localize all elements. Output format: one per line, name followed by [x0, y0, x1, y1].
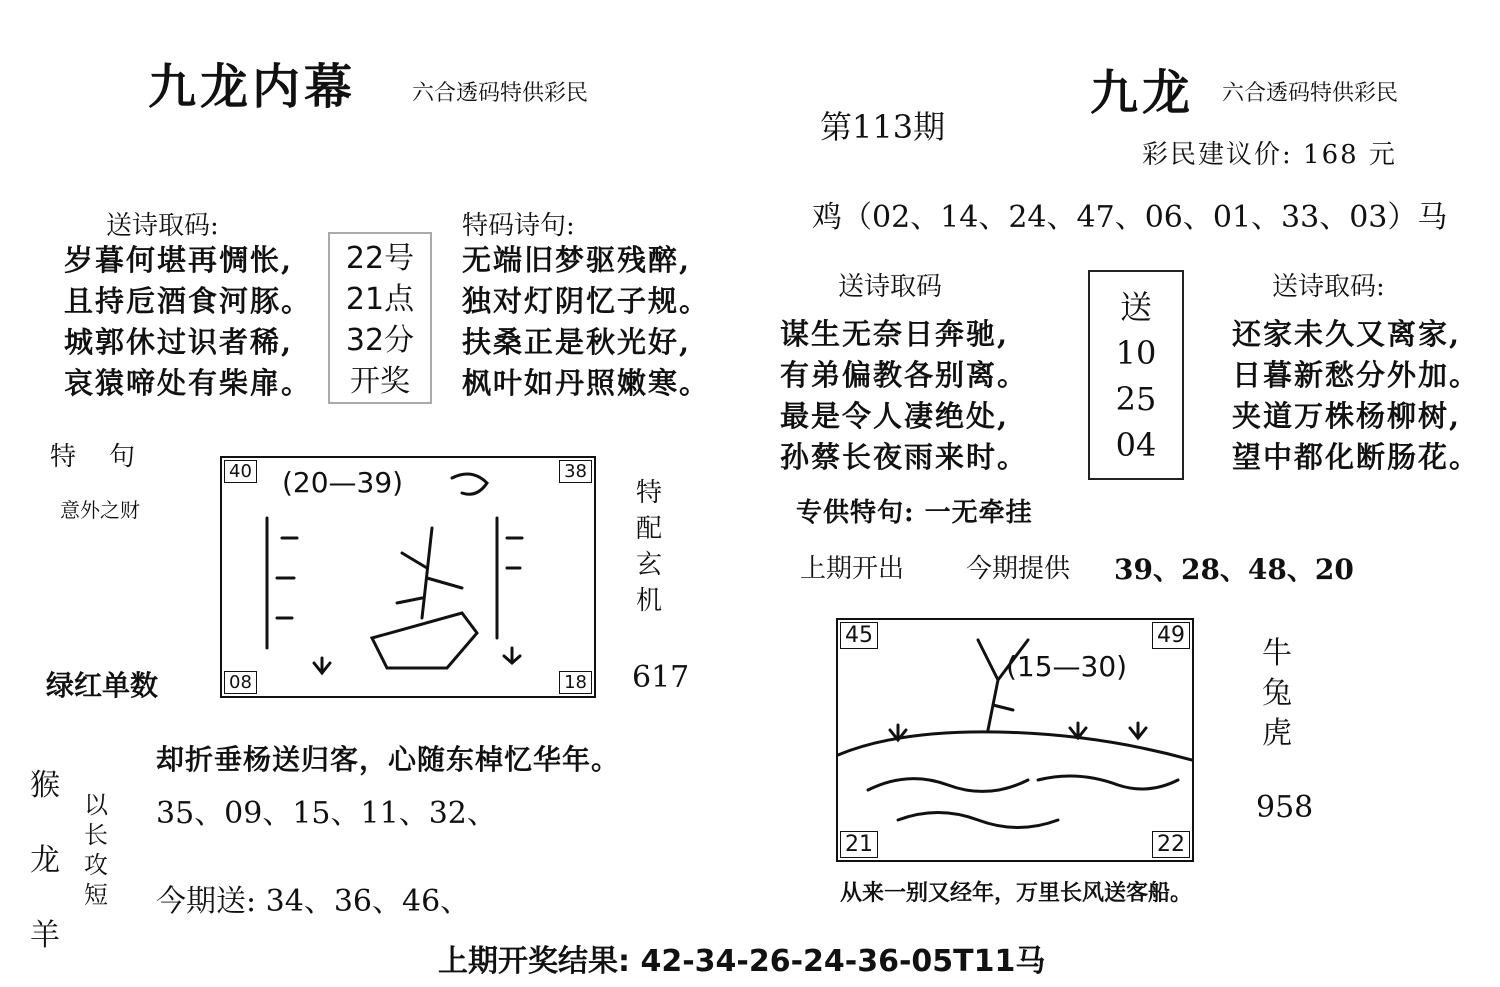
right-center-box	[1088, 270, 1184, 480]
zodiac: 羊	[30, 918, 60, 953]
poem-line: 谋生无奈日奔驰,	[780, 317, 1010, 351]
left-special-heading: 特码诗句:	[462, 211, 575, 241]
left-poem-heading: 送诗取码:	[106, 211, 219, 241]
poem-line: 夹道万株杨柳树,	[1232, 399, 1462, 433]
vchar: 攻	[84, 851, 108, 879]
zodiac: 牛	[1262, 636, 1292, 671]
zodiac: 猴	[30, 768, 60, 803]
left-vertical-right	[636, 475, 662, 619]
poem-line: 最是令人凄绝处,	[780, 399, 1010, 433]
poem-line: 还家未久又离家,	[1232, 317, 1462, 351]
poem-line: 哀猿啼处有柴扉。	[64, 366, 313, 400]
box-line: 25	[1115, 380, 1157, 418]
box-line: 04	[1115, 426, 1157, 464]
corner-tr: 38	[559, 460, 592, 483]
corner-br: 18	[559, 671, 592, 694]
corner-tl: 45	[840, 622, 878, 649]
left-center-box	[328, 232, 432, 404]
box-line: 32分	[345, 323, 415, 358]
corner-tl: 40	[224, 460, 257, 483]
right-verse: 从来一别又经年，万里长风送客船。	[840, 880, 1193, 906]
left-picture	[220, 456, 596, 698]
vchar: 长	[84, 821, 108, 849]
provide-nums: 39、28、48、20	[1114, 553, 1354, 586]
num-958: 958	[1256, 790, 1314, 825]
yichang-col	[84, 790, 108, 910]
left-zodiac-col	[30, 748, 60, 973]
vchar: 短	[84, 881, 108, 909]
box-line: 开奖	[350, 364, 410, 399]
last-period: 上期开出	[800, 554, 905, 584]
footer-result: 上期开奖结果: 42-34-26-24-36-05T11马	[438, 944, 1046, 979]
this-period: 今期提供	[966, 554, 1071, 584]
green-red-label: 绿红单数	[46, 669, 159, 702]
poem-line: 扶桑正是秋光好,	[462, 325, 692, 359]
poem-line: 日暮新愁分外加。	[1232, 358, 1481, 392]
right-title: 九龙	[1090, 65, 1195, 121]
left-poem	[64, 240, 312, 404]
corner-bl: 21	[840, 831, 878, 858]
vchar: 特	[636, 478, 663, 508]
poem-line: 岁暮何堪再惆怅,	[64, 243, 294, 277]
poem-line: 城郭休过识者稀,	[64, 325, 294, 359]
zodiac: 兔	[1262, 676, 1292, 711]
corner-tr: 49	[1152, 622, 1190, 649]
left-verse: 却折垂杨送归客，心随东棹忆华年。	[156, 743, 621, 776]
te-ju-sub: 意外之财	[60, 498, 140, 522]
zodiac: 虎	[1262, 716, 1292, 751]
box-line: 22号	[345, 241, 415, 276]
zodiac: 龙	[30, 843, 60, 878]
right-subtitle: 六合透码特供彩民	[1222, 81, 1399, 106]
poem-line: 且持卮酒食河豚。	[64, 284, 313, 318]
box-line: 21点	[345, 282, 415, 317]
price: 彩民建议价: 168 元	[1142, 140, 1397, 170]
left-special-poem	[462, 240, 710, 404]
left-today: 今期送: 34、36、46、	[156, 884, 471, 919]
left-title: 九龙内幕	[148, 59, 357, 115]
left-pic-label: (20—39)	[282, 466, 404, 499]
right-zodiac-col	[1262, 634, 1292, 754]
left-subtitle: 六合透码特供彩民	[412, 81, 589, 106]
issue-number: 第113期	[820, 108, 946, 146]
poem-line: 无端旧梦驱残醉,	[462, 243, 692, 277]
right-poem1	[780, 314, 1028, 478]
right-pic-label: (15—30)	[1006, 650, 1128, 683]
left-nums: 35、09、15、11、32、	[156, 796, 497, 831]
poem-line: 独对灯阴忆子规。	[462, 284, 711, 318]
vchar: 以	[84, 791, 108, 819]
box-line: 送	[1119, 288, 1152, 326]
left-sketch	[222, 458, 594, 696]
poem-line: 望中都化断肠花。	[1232, 440, 1481, 474]
special-line: 专供特句: 一无牵挂	[796, 498, 1033, 528]
num-617: 617	[632, 660, 690, 695]
corner-br: 22	[1152, 831, 1190, 858]
vchar: 配	[636, 514, 663, 544]
chicken-line: 鸡（02、14、24、47、06、01、33、03）马	[812, 200, 1448, 235]
vchar: 机	[636, 586, 663, 616]
box-line: 10	[1115, 334, 1157, 372]
poem-line: 枫叶如丹照嫩寒。	[462, 366, 711, 400]
te-ju-label: 特 句	[50, 442, 136, 472]
vchar: 玄	[636, 550, 663, 580]
poem-line: 孙蔡长夜雨来时。	[780, 440, 1029, 474]
corner-bl: 08	[224, 671, 257, 694]
right-poem-heading2: 送诗取码:	[1272, 272, 1385, 302]
right-picture	[836, 618, 1194, 862]
right-poem2	[1232, 314, 1480, 478]
poem-line: 有弟偏教各别离。	[780, 358, 1029, 392]
right-poem-heading1: 送诗取码	[838, 272, 943, 302]
